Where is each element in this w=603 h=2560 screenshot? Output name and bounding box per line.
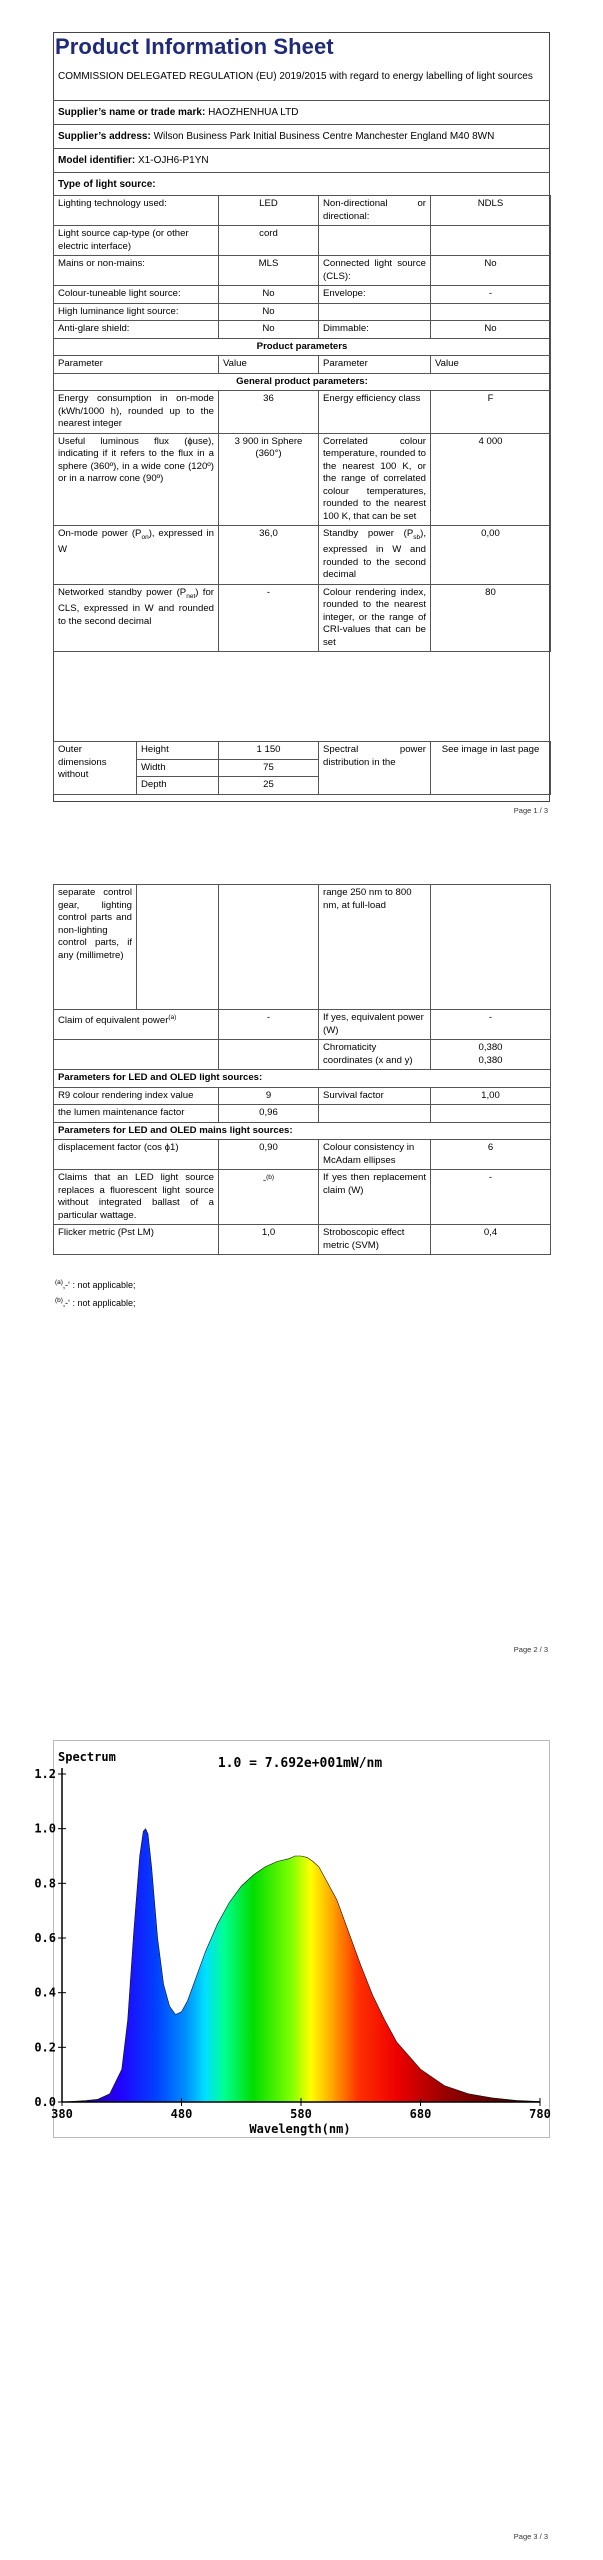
- chart-ylabel: Spectrum: [58, 1750, 116, 1764]
- cell: -: [219, 1010, 319, 1040]
- cell: If yes, equivalent power (W): [319, 1010, 431, 1040]
- cell: High luminance light source:: [54, 303, 219, 321]
- cell: [54, 1040, 219, 1070]
- spectrum-chart: [0, 1740, 603, 2140]
- cell: Chromaticity coordinates (x and y): [319, 1040, 431, 1070]
- cell: 6: [431, 1140, 551, 1170]
- cell: [219, 885, 319, 1010]
- footnote-b: [55, 1297, 136, 1308]
- table-row: [54, 1087, 551, 1105]
- x-tick-label: 480: [170, 2107, 193, 2121]
- section-header: [54, 338, 551, 356]
- table-row: [54, 321, 551, 339]
- cell: [54, 526, 219, 585]
- text: Networked standby power (P: [58, 586, 187, 598]
- cell: [137, 885, 219, 1010]
- section-header: [54, 1070, 551, 1088]
- type-label: Type of light source:: [58, 179, 156, 190]
- cell: [319, 526, 431, 585]
- cell: 4 000: [431, 433, 551, 526]
- cell: 9: [219, 1087, 319, 1105]
- cell: NDLS: [431, 196, 551, 226]
- cell: LED: [219, 196, 319, 226]
- supplier-value: HAOZHENHUA LTD: [208, 107, 299, 118]
- cell: [54, 1010, 219, 1040]
- supplier-label: Supplier’s name or trade mark:: [58, 107, 206, 118]
- cell: Anti-glare shield:: [54, 321, 219, 339]
- cell: [319, 1105, 431, 1123]
- spectrum-area: [62, 1829, 540, 2102]
- cell: 3 900 in Sphere (360°): [219, 433, 319, 526]
- y-tick-label: 0.0: [34, 2095, 56, 2109]
- column-header-row: [54, 356, 551, 374]
- cell: [431, 885, 551, 1010]
- cell: Colour rendering index, rounded to the nearest integer, or the range of CRI-values that can be set: [319, 584, 431, 652]
- cell: No: [431, 321, 551, 339]
- model-value: X1-OJH6-P1YN: [138, 155, 209, 166]
- page-3: [0, 1740, 603, 2560]
- chart-title: 1.0 = 7.692e+001mW/nm: [217, 1756, 383, 1771]
- divider: [53, 172, 550, 173]
- y-tick-label: 0.6: [34, 1931, 56, 1945]
- cell: No: [431, 256, 551, 286]
- superscript: (a): [168, 1014, 177, 1021]
- text: ), expressed in W: [58, 528, 215, 556]
- cell: displacement factor (cos ϕ1): [54, 1140, 219, 1170]
- table-row: [54, 196, 551, 226]
- claim-label: Claim of equivalent power: [58, 1015, 169, 1027]
- table-row: [54, 526, 551, 585]
- footnote-a: [55, 1279, 136, 1290]
- column-header: Parameter: [319, 356, 431, 374]
- subscript: sb: [413, 533, 421, 541]
- cell: Connected light source (CLS):: [319, 256, 431, 286]
- table-row: [54, 286, 551, 304]
- footnote-mark: (a): [55, 1279, 63, 1286]
- table-row: [54, 391, 551, 434]
- text: On-mode power (P: [58, 528, 142, 539]
- chromaticity-x: 0,380: [478, 1042, 503, 1053]
- x-tick-label: 780: [529, 2107, 551, 2121]
- divider: [53, 148, 550, 149]
- supplier-row: [58, 107, 298, 118]
- column-header: Value: [219, 356, 319, 374]
- cell: [219, 1170, 319, 1225]
- section-header: [54, 373, 551, 391]
- type-row: [58, 179, 156, 190]
- cell: Colour consistency in McAdam ellipses: [319, 1140, 431, 1170]
- section-header: [54, 1122, 551, 1140]
- regulation-text: COMMISSION DELEGATED REGULATION (EU) 2019/2015 with regard to energy labelling of light sources: [58, 71, 533, 82]
- y-tick-label: 0.8: [34, 1876, 56, 1891]
- page-title: Product Information Sheet: [55, 34, 334, 59]
- table-row: [54, 303, 551, 321]
- cell: F: [431, 391, 551, 434]
- dimension-name: Depth: [137, 777, 219, 795]
- address-row: [58, 131, 494, 142]
- mains-parameters-heading: Parameters for LED and OLED mains light sources:: [54, 1122, 551, 1140]
- cell: 36,0: [219, 526, 319, 585]
- cell: R9 colour rendering index value: [54, 1087, 219, 1105]
- product-parameters-heading: Product parameters: [54, 338, 551, 356]
- cell: 1,0: [219, 1225, 319, 1255]
- table-row: [54, 1010, 551, 1040]
- cell: Flicker metric (Pst LM): [54, 1225, 219, 1255]
- x-tick-label: 680: [409, 2107, 432, 2121]
- y-tick-label: 1.0: [34, 1821, 56, 1836]
- superscript: (b): [266, 1174, 275, 1181]
- cell: the lumen maintenance factor: [54, 1105, 219, 1123]
- cell: 0,90: [219, 1140, 319, 1170]
- table-row: [54, 584, 551, 652]
- spectral-continued: range 250 nm to 800 nm, at full-load: [319, 885, 431, 1010]
- cell: -: [431, 1010, 551, 1040]
- outer-dimensions-continued: separate control gear, lighting control parts and non-lighting control parts, if any (millimetre): [54, 885, 137, 1010]
- cell: [431, 1040, 551, 1070]
- led-parameters-heading: Parameters for LED and OLED light sources:: [54, 1070, 551, 1088]
- footnote-mark: (b): [55, 1297, 63, 1304]
- cell: [431, 303, 551, 321]
- y-tick-label: 1.2: [34, 1767, 56, 1781]
- dimension-value: 75: [219, 759, 319, 777]
- divider: [53, 124, 550, 125]
- y-tick-label: 0.2: [34, 2040, 56, 2055]
- light-source-table: [53, 195, 551, 652]
- cell: Useful luminous flux (ɸuse), indicating if it refers to the flux in a sphere (360º), in a wide cone (120º) or in a narrow cone (90º): [54, 433, 219, 526]
- address-value: Wilson Business Park Initial Business Centre Manchester England M40 8WN: [153, 131, 495, 142]
- cell: Correlated colour temperature, rounded to the nearest 100 K, or the range of correlated colour temperatures, rounded to the nearest 100 K, that can be set: [319, 433, 431, 526]
- cell: [431, 1105, 551, 1123]
- page-number: Page 2 / 3: [513, 1645, 548, 1654]
- cell: [319, 226, 431, 256]
- cell: 0,96: [219, 1105, 319, 1123]
- cell: Mains or non-mains:: [54, 256, 219, 286]
- parameters-table-continued: [53, 884, 551, 1255]
- cell: Claims that an LED light source replaces a fluorescent light source without integrated ballast of a particular wattage.: [54, 1170, 219, 1225]
- cell: [319, 303, 431, 321]
- dimension-name: Width: [137, 759, 219, 777]
- y-tick-label: 0.4: [34, 1985, 56, 2000]
- page-2: [0, 880, 603, 1660]
- subscript: net: [186, 592, 196, 600]
- table-row: [54, 1225, 551, 1255]
- dimension-value: 25: [219, 777, 319, 795]
- cell: -: [219, 584, 319, 652]
- text: ), expressed in W and rounded to the second decimal: [323, 528, 426, 581]
- table-row: [54, 1170, 551, 1225]
- cell: Survival factor: [319, 1087, 431, 1105]
- cell: Dimmable:: [319, 321, 431, 339]
- table-row: [54, 1040, 551, 1070]
- dimensions-table: [53, 741, 551, 795]
- model-label: Model identifier:: [58, 155, 136, 166]
- cell: -: [431, 1170, 551, 1225]
- dimension-value: 1 150: [219, 742, 319, 760]
- cell: If yes then replacement claim (W): [319, 1170, 431, 1225]
- text: Standby power (P: [323, 528, 414, 539]
- cell: Stroboscopic effect metric (SVM): [319, 1225, 431, 1255]
- cell: Energy efficiency class: [319, 391, 431, 434]
- chart-xlabel: Wavelength(nm): [249, 2122, 351, 2136]
- cell: 80: [431, 584, 551, 652]
- divider: [53, 100, 550, 101]
- model-row: [58, 155, 209, 166]
- column-header: Parameter: [54, 356, 219, 374]
- page-1: [0, 0, 603, 820]
- cell: Lighting technology used:: [54, 196, 219, 226]
- cell: Envelope:: [319, 286, 431, 304]
- table-row: [54, 742, 551, 760]
- x-tick-label: 580: [290, 2107, 312, 2121]
- cell: [219, 1040, 319, 1070]
- cell: Non-directional or directional:: [319, 196, 431, 226]
- cell: No: [219, 321, 319, 339]
- cell: [54, 584, 219, 652]
- table-row: [54, 256, 551, 286]
- x-tick-label: 380: [51, 2107, 73, 2121]
- table-row: [54, 1140, 551, 1170]
- cell: 0,4: [431, 1225, 551, 1255]
- table-row: [54, 433, 551, 526]
- cell: cord: [219, 226, 319, 256]
- column-header: Value: [431, 356, 551, 374]
- general-parameters-heading: General product parameters:: [54, 373, 551, 391]
- cell: -: [431, 286, 551, 304]
- address-label: Supplier’s address:: [58, 131, 151, 142]
- table-row: [54, 226, 551, 256]
- dimension-name: Height: [137, 742, 219, 760]
- subscript: on: [141, 533, 149, 541]
- page-number: Page 3 / 3: [513, 2532, 548, 2541]
- cell: 0,00: [431, 526, 551, 585]
- cell: [431, 226, 551, 256]
- spectral-value: See image in last page: [431, 742, 551, 795]
- plot-area: [34, 1767, 551, 2121]
- cell: Energy consumption in on-mode (kWh/1000 h), rounded up to the nearest integer: [54, 391, 219, 434]
- outer-dimensions-label: Outer dimensions without: [54, 742, 137, 795]
- footnote-text: ‚-‘ : not applicable;: [62, 1298, 136, 1308]
- table-row: [54, 1105, 551, 1123]
- chromaticity-y: 0,380: [478, 1054, 503, 1066]
- page-number: Page 1 / 3: [513, 806, 548, 815]
- cell: 1,00: [431, 1087, 551, 1105]
- cell: Colour-tuneable light source:: [54, 286, 219, 304]
- footnote-text: ‚-‘ : not applicable;: [62, 1280, 136, 1290]
- cell: Light source cap-type (or other electric interface): [54, 226, 219, 256]
- cell: MLS: [219, 256, 319, 286]
- text: ) for CLS, expressed in W and rounded to the second decimal: [58, 586, 214, 627]
- cell: 36: [219, 391, 319, 434]
- table-row: [54, 885, 551, 1010]
- cell: No: [219, 303, 319, 321]
- claims-value: -: [262, 1175, 267, 1187]
- cell: No: [219, 286, 319, 304]
- spectral-label: Spectral power distribution in the: [319, 742, 431, 795]
